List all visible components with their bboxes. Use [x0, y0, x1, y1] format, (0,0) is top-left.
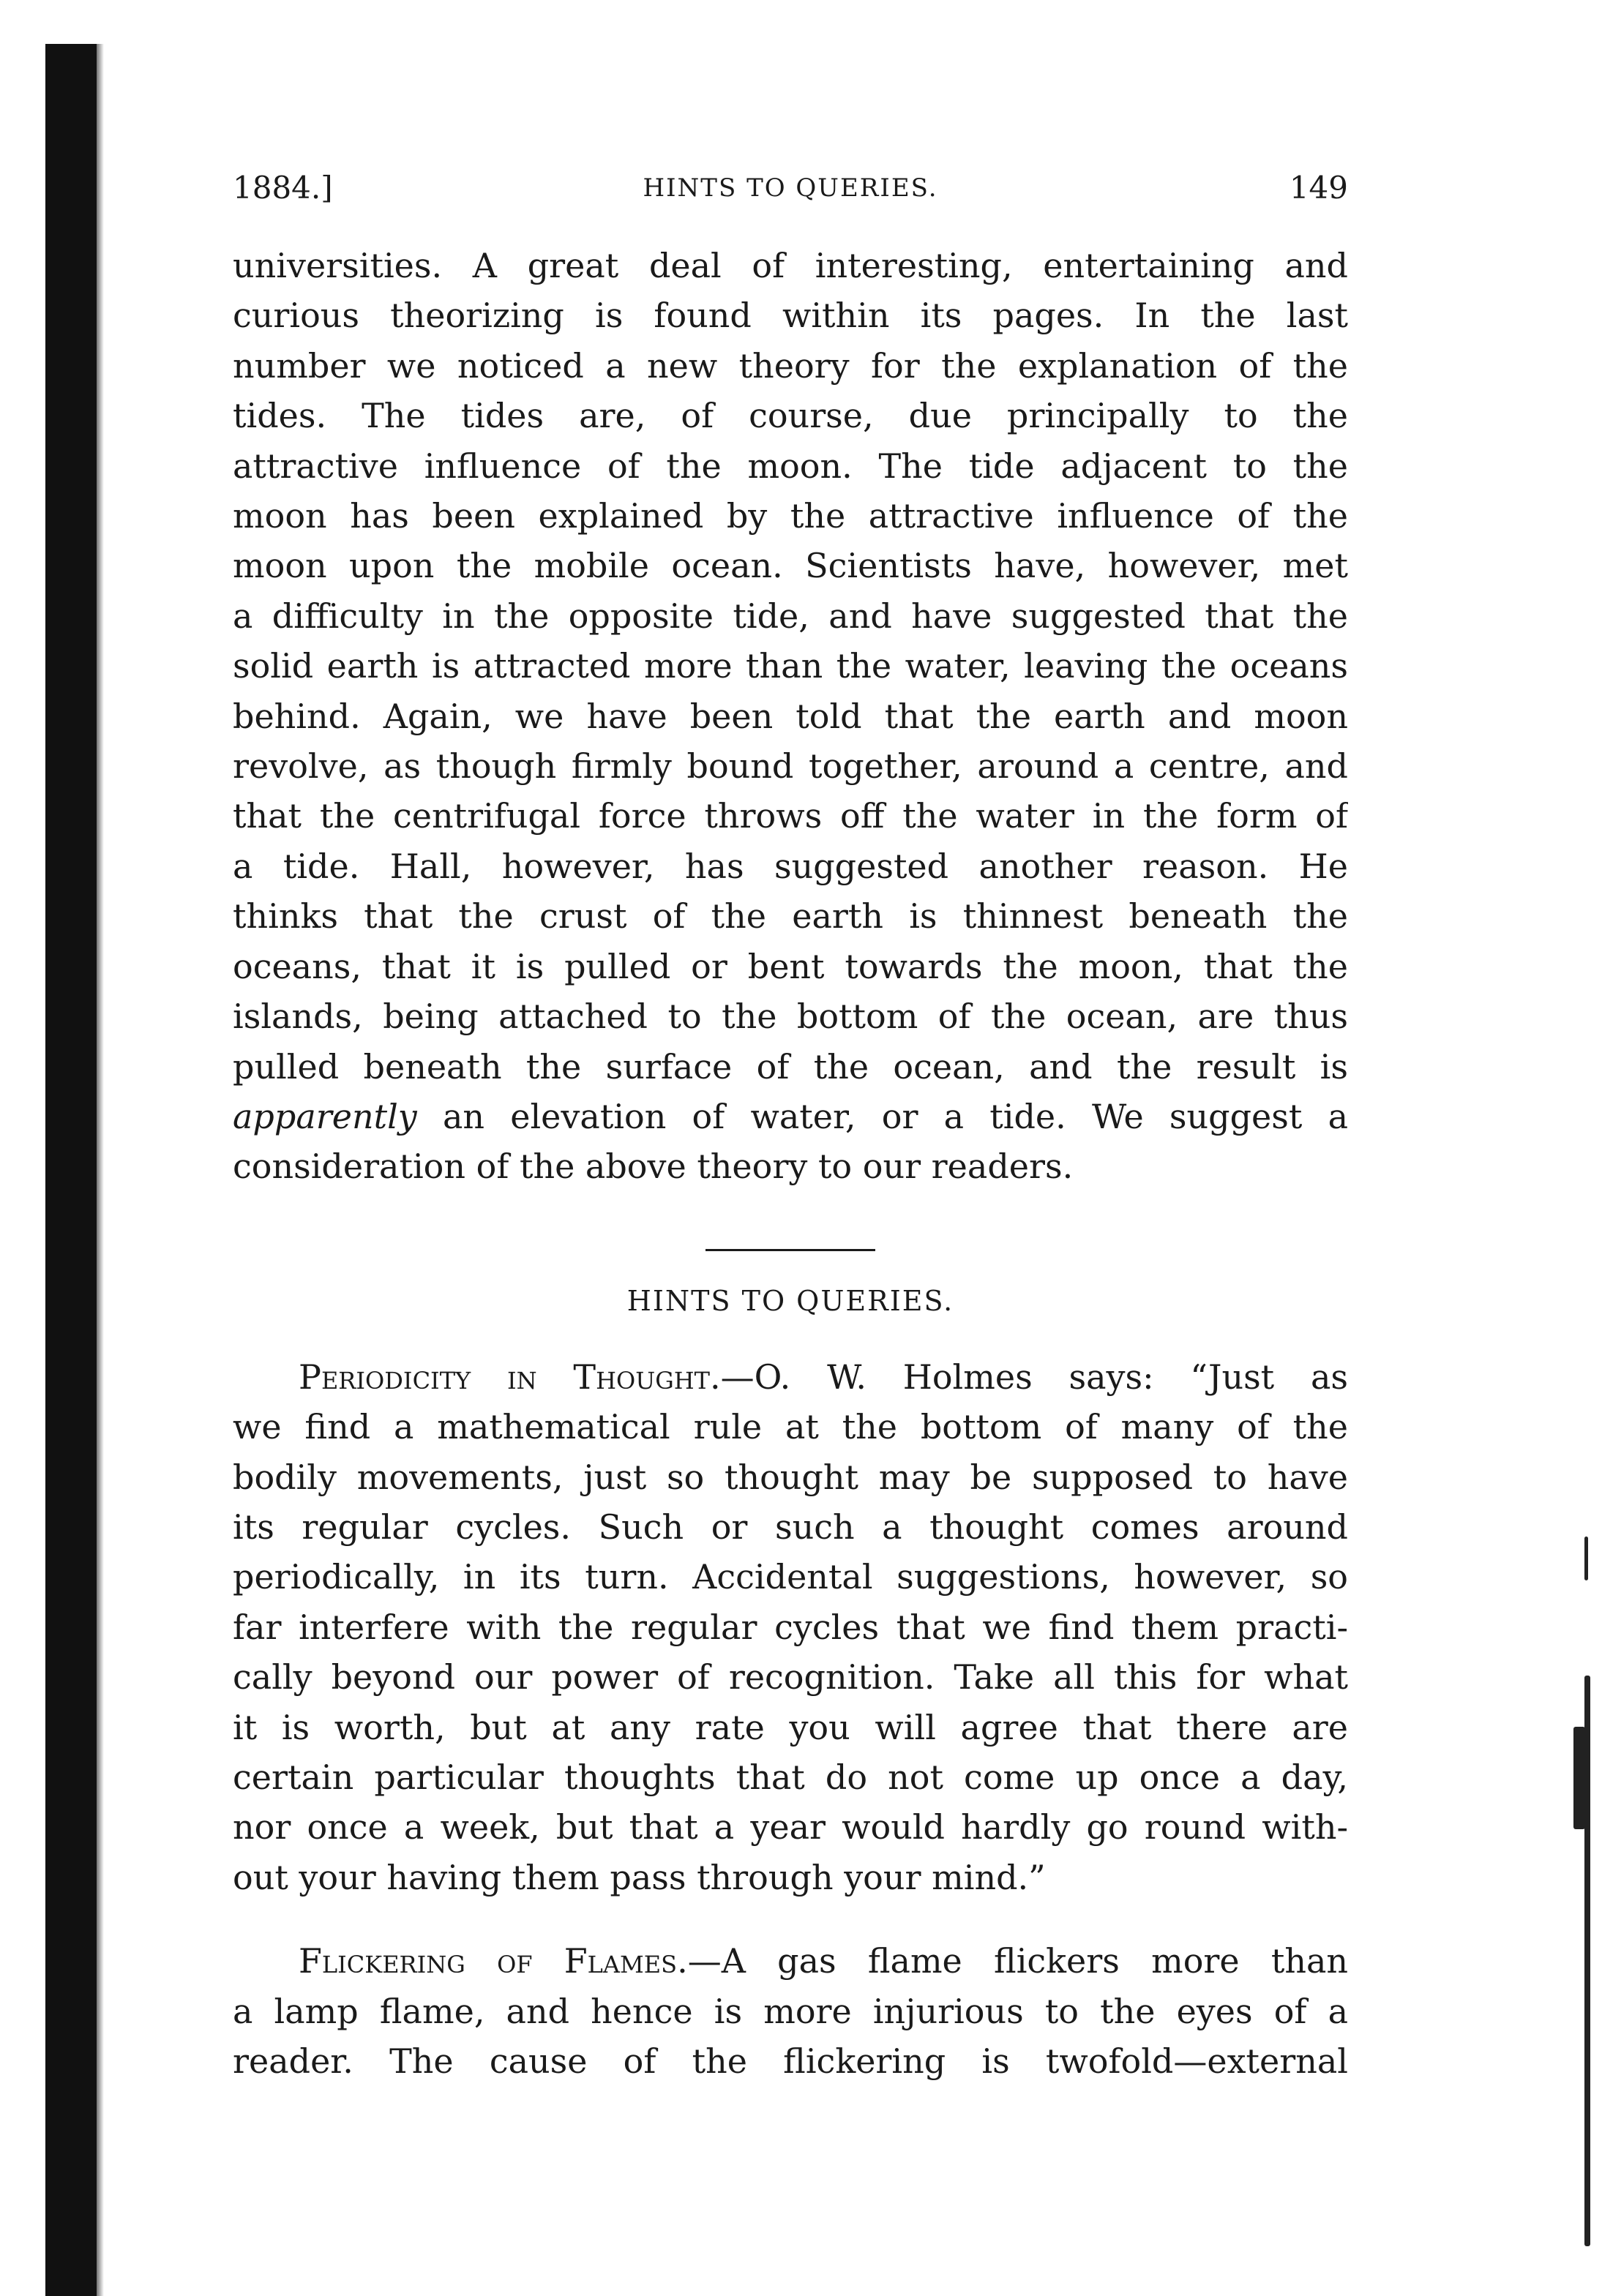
entry-heading: Periodicity in Thought. — [299, 1357, 721, 1397]
text-line: attractive influence of the moon. The tide adjacent to the — [233, 446, 1348, 486]
text-line: reader. The cause of the flickering is twofold—external — [233, 2041, 1348, 2081]
text-line: certain particular thoughts that do not come up once a day, — [233, 1757, 1348, 1797]
text-line: bodily movements, just so thought may be supposed to have — [233, 1457, 1348, 1497]
intro-paragraph — [233, 241, 1348, 1192]
running-head-title: HINTS TO QUERIES. — [643, 173, 938, 203]
text-line: thinks that the crust of the earth is thinnest beneath the — [233, 896, 1348, 937]
entry-heading: Flickering of Flames. — [299, 1941, 688, 1981]
page-number: 149 — [1289, 170, 1348, 206]
text-line: oceans, that it is pulled or bent towards the moon, that the — [233, 946, 1348, 986]
text-line: solid earth is attracted more than the water, leaving the oceans — [233, 646, 1348, 686]
text-line: islands, being attached to the bottom of the ocean, are thus — [233, 997, 1348, 1037]
book-page — [233, 165, 1348, 2086]
text-line: tides. The tides are, of course, due principally to the — [233, 396, 1348, 436]
text-line: we find a mathematical rule at the bottom of many of the — [233, 1407, 1348, 1447]
text-line: revolve, as though firmly bound together, around a centre, and — [233, 746, 1348, 787]
text-line: a difficulty in the opposite tide, and have suggested that the — [233, 596, 1348, 636]
entry-periodicity-in-thought — [233, 1352, 1348, 1902]
text-line: moon upon the mobile ocean. Scientists have, however, met — [233, 546, 1348, 586]
text-line: far interfere with the regular cycles that we find them practi- — [233, 1607, 1348, 1647]
text-line: cally beyond our power of recognition. Take all this for what — [233, 1657, 1348, 1697]
section-divider — [705, 1249, 875, 1251]
text-line-rest: —A gas flame flickers more than — [687, 1941, 1348, 1981]
scan-mark — [1573, 1727, 1585, 1829]
text-line: periodically, in its turn. Accidental suggestions, however, so — [233, 1557, 1348, 1597]
text-line: curious theorizing is found within its pages. In the last — [233, 296, 1348, 336]
text-line — [233, 1936, 1348, 1986]
text-line: behind. Again, we have been told that the earth and moon — [233, 696, 1348, 736]
text-line: number we noticed a new theory for the explanation of the — [233, 345, 1348, 386]
running-head-year: 1884.] — [233, 170, 333, 206]
text-line-rest: —O. W. Holmes says: “Just as — [720, 1357, 1348, 1397]
text-line-rest: an elevation of water, or a tide. We suggest a — [442, 1096, 1348, 1136]
italic-word: apparently — [233, 1096, 417, 1136]
text-line: that the centrifugal force throws off the water in the form of — [233, 796, 1348, 836]
section-heading: HINTS TO QUERIES. — [626, 1284, 954, 1317]
text-line: its regular cycles. Such or such a thought comes around — [233, 1507, 1348, 1547]
text-line: a lamp flame, and hence is more injurious to the eyes of a — [233, 1991, 1348, 2031]
running-head — [233, 165, 1348, 211]
entry-flickering-of-flames — [233, 1936, 1348, 2086]
scan-mark — [1584, 1676, 1590, 2246]
text-line: consideration of the above theory to our readers. — [233, 1147, 1074, 1187]
text-line: it is worth, but at any rate you will agree that there are — [233, 1707, 1348, 1747]
text-line: a tide. Hall, however, has suggested another reason. He — [233, 846, 1348, 886]
scan-mark — [1584, 1537, 1588, 1580]
text-line: universities. A great deal of interesting, entertaining and — [233, 246, 1348, 285]
scan-binding-edge — [45, 44, 97, 2296]
text-line: nor once a week, but that a year would hardly go round with- — [233, 1807, 1348, 1847]
text-line: out your having them pass through your mind.” — [233, 1857, 1046, 1897]
text-line: moon has been explained by the attractive influence of the — [233, 496, 1348, 536]
text-line: pulled beneath the surface of the ocean, and the result is — [233, 1046, 1348, 1087]
text-line — [233, 1352, 1348, 1402]
text-line-with-italic — [233, 1092, 1348, 1141]
